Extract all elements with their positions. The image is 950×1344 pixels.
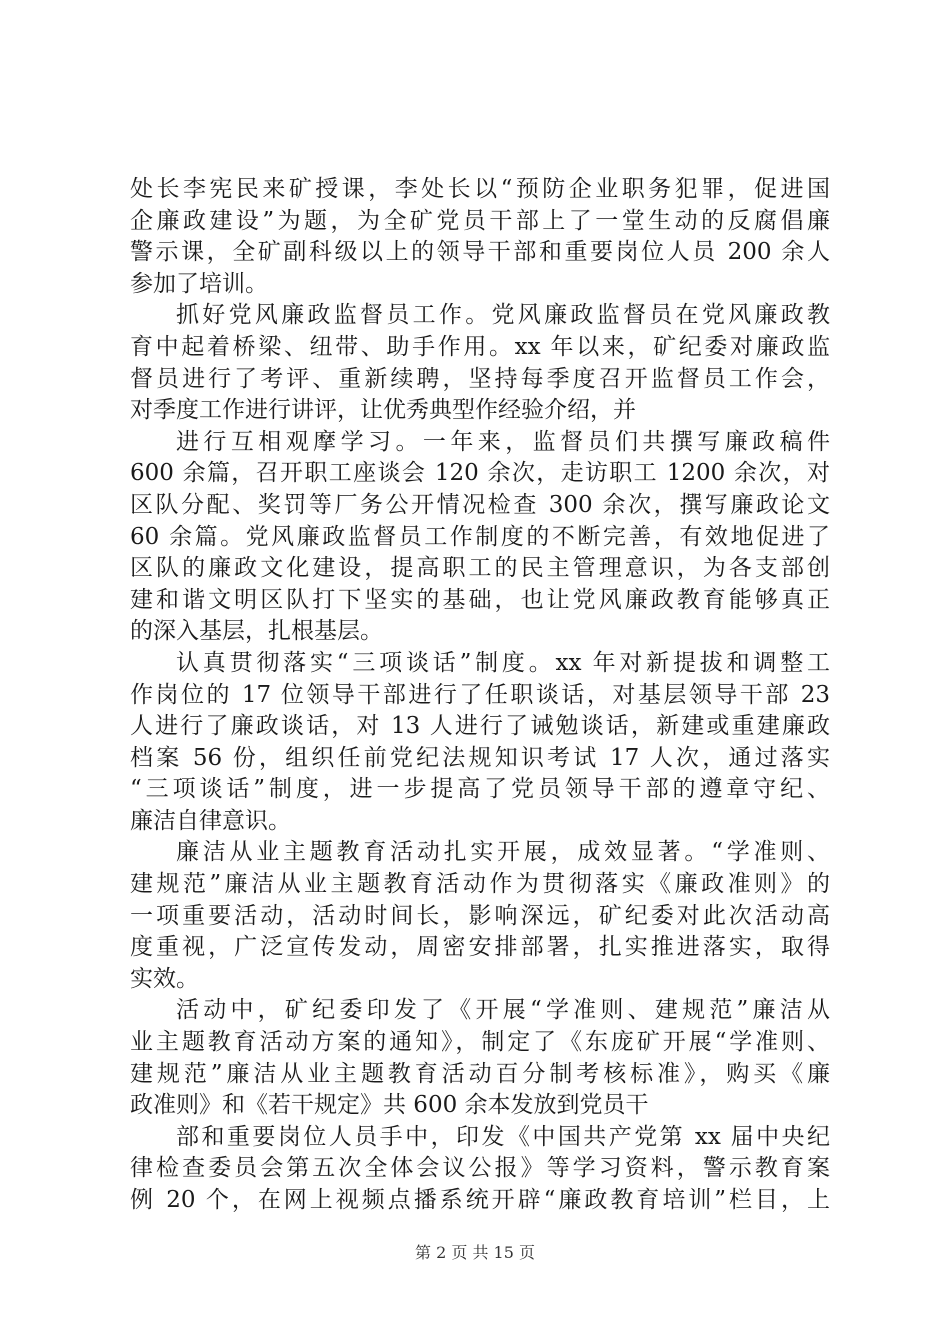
text-line: “三项谈话”制度，进一步提高了党员领导干部的遵章守纪、 (130, 776, 830, 803)
text-line: 度重视，广泛宣传发动，周密安排部署，扎实推进落实，取得 (130, 934, 830, 961)
page-footer: 第 2 页 共 15 页 (415, 1243, 535, 1262)
text-line: 建和谐文明区队打下坚实的基础，也让党风廉政教育能够真正 (130, 586, 830, 613)
text-line: 区队的廉政文化建设，提高职工的民主管理意识，为各支部创 (130, 555, 830, 582)
text-line: 60 余篇。党风廉政监督员工作制度的不断完善，有效地促进了 (130, 523, 830, 550)
text-line: 进行互相观摩学习。一年来，监督员们共撰写廉政稿件 (176, 428, 830, 455)
text-line: 抓好党风廉政监督员工作。党风廉政监督员在党风廉政教 (176, 302, 830, 329)
text-line: 政准则》和《若干规定》共 600 余本发放到党员干 (130, 1092, 649, 1119)
text-line: 作岗位的 17 位领导干部进行了任职谈话，对基层领导干部 23 (130, 681, 830, 708)
text-line: 认真贯彻落实“三项谈话”制度。xx 年对新提拔和调整工 (176, 649, 830, 676)
text-line: 600 余篇，召开职工座谈会 120 余次，走访职工 1200 余次，对 (130, 460, 830, 487)
text-line: 的深入基层，扎根基层。 (130, 618, 383, 645)
text-line: 参加了培训。 (130, 270, 268, 297)
text-line: 实效。 (130, 965, 199, 992)
text-line: 建规范”廉洁从业主题教育活动百分制考核标准》，购买《廉 (130, 1060, 830, 1087)
text-line: 部和重要岗位人员手中，印发《中国共产党第 xx 届中央纪 (176, 1123, 830, 1150)
text-line: 活动中，矿纪委印发了《开展“学准则、建规范”廉洁从 (176, 997, 830, 1024)
text-line: 对季度工作进行讲评，让优秀典型作经验介绍，并 (130, 397, 636, 424)
text-line: 人进行了廉政谈话，对 13 人进行了诫勉谈话，新建或重建廉政 (130, 713, 830, 740)
text-line: 督员进行了考评、重新续聘，坚持每季度召开监督员工作会， (130, 365, 830, 392)
document-body (130, 174, 830, 1217)
text-line: 处长李宪民来矿授课，李处长以“预防企业职务犯罪，促进国 (130, 176, 830, 202)
text-line: 廉洁从业主题教育活动扎实开展，成效显著。“学准则、 (176, 839, 830, 866)
text-line: 区队分配、奖罚等厂务公开情况检查 300 余次，撰写廉政论文 (130, 491, 830, 518)
text-line: 育中起着桥梁、纽带、助手作用。xx 年以来，矿纪委对廉政监 (130, 333, 830, 360)
text-line: 企廉政建设”为题，为全矿党员干部上了一堂生动的反腐倡廉 (130, 207, 830, 234)
text-line: 档案 56 份，组织任前党纪法规知识考试 17 人次，通过落实 (130, 744, 830, 771)
text-line: 建规范”廉洁从业主题教育活动作为贯彻落实《廉政准则》的 (130, 871, 830, 898)
text-line: 警示课，全矿副科级以上的领导干部和重要岗位人员 200 余人 (130, 239, 830, 266)
text-line: 业主题教育活动方案的通知》，制定了《东庞矿开展“学准则、 (130, 1029, 830, 1056)
text-line: 例 20 个，在网上视频点播系统开辟“廉政教育培训”栏目，上 (130, 1187, 830, 1213)
text-line: 律检查委员会第五次全体会议公报》等学习资料，警示教育案 (130, 1155, 830, 1182)
text-line: 廉洁自律意识。 (130, 807, 291, 834)
text-line: 一项重要活动，活动时间长，影响深远，矿纪委对此次活动高 (130, 902, 830, 929)
